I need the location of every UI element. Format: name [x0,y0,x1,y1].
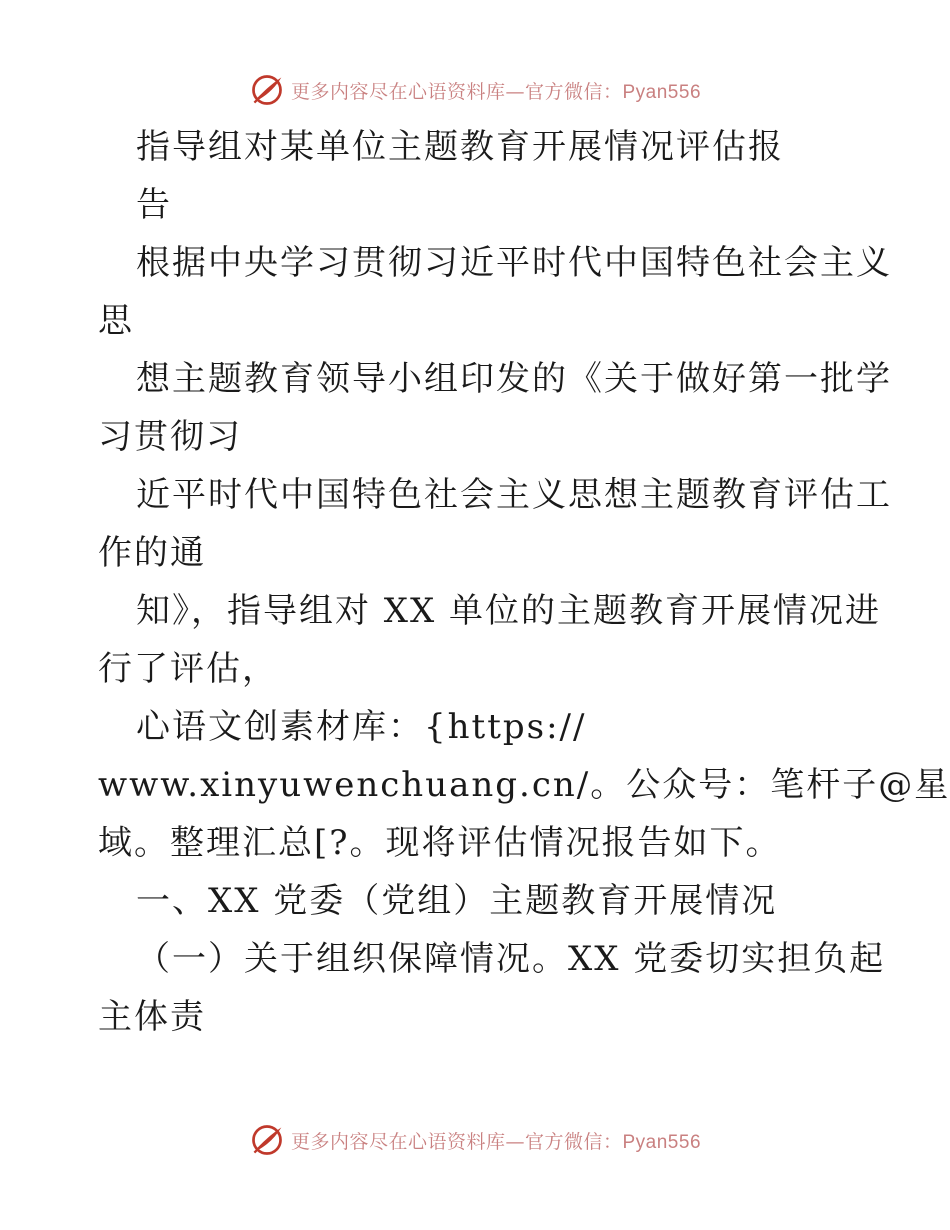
paragraph-line: www.xinyuwenchuang.cn/。公众号：笔杆子@星 [98,765,950,805]
paragraph-line: 根据中央学习贯彻习近平时代中国特色社会主义 [136,243,892,283]
paragraph-line: 近平时代中国特色社会主义思想主题教育评估工 [136,475,892,515]
watermark-text: 更多内容尽在心语资料库—官方微信：Pyan556 [290,1130,702,1153]
document-title-line-2: 告 [136,185,172,225]
paragraph-line: 习贯彻习 [98,417,242,457]
document-title-line-1: 指导组对某单位主题教育开展情况评估报 [136,127,784,167]
paragraph-line: 行了评估， [98,649,278,689]
paragraph-line: 想主题教育领导小组印发的《关于做好第一批学 [136,359,892,399]
document-body [98,118,950,1046]
subsection-line: 主体责 [98,997,206,1037]
section-heading: 一、XX 党委（党组）主题教育开展情况 [136,881,778,921]
paragraph-line: 知》，指导组对 XX 单位的主题教育开展情况进 [136,591,882,631]
paragraph-line: 作的通 [98,533,206,573]
header-watermark [0,70,950,110]
paragraph-line: 思 [98,301,134,341]
subsection-line: （一）关于组织保障情况。XX 党委切实担负起 [136,939,886,979]
footer-watermark [0,1120,950,1160]
quill-pen-logo-icon [249,1122,285,1158]
paragraph-line: 心语文创素材库：{https:// [136,707,587,747]
quill-pen-logo-icon [249,72,285,108]
paragraph-line: 域。整理汇总[?。现将评估情况报告如下。 [98,823,782,863]
watermark-text: 更多内容尽在心语资料库—官方微信：Pyan556 [290,80,702,103]
